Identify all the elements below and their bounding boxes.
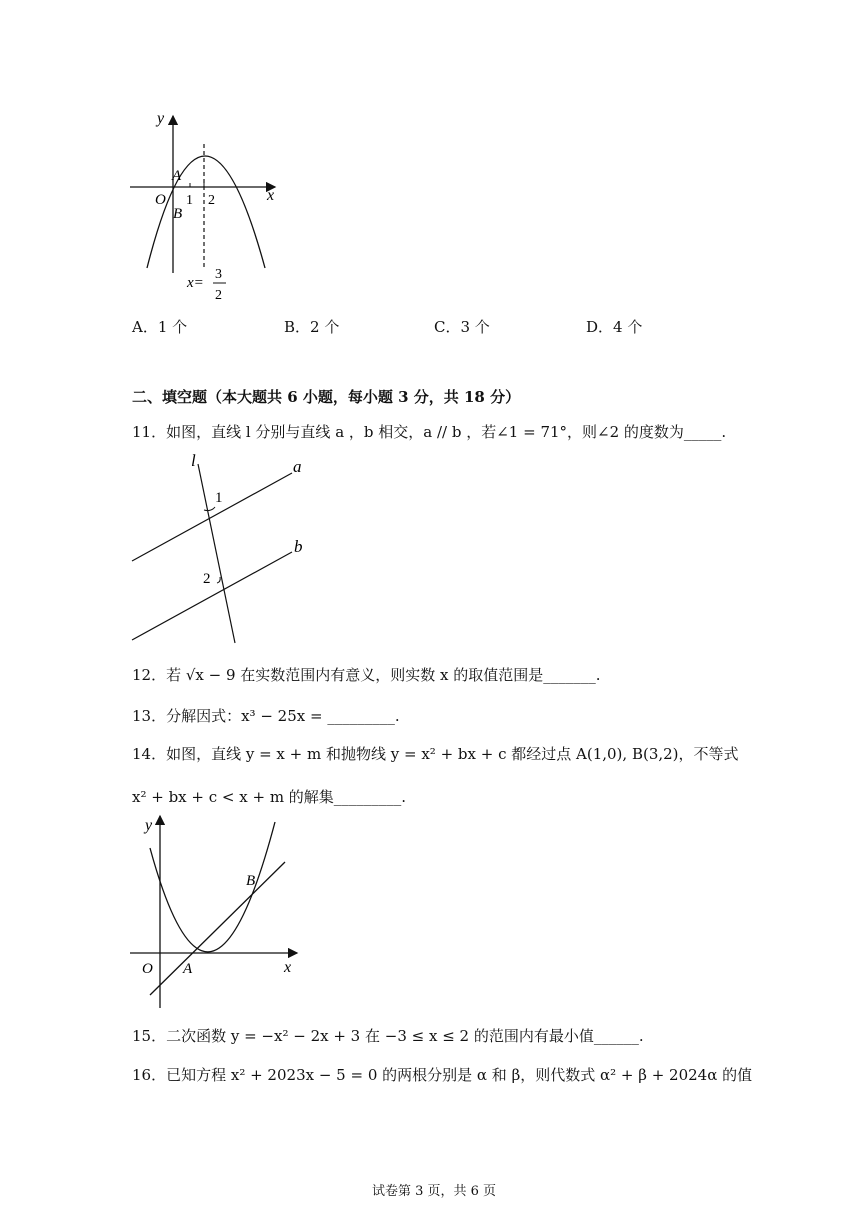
page-footer: 试卷第 3 页，共 6 页 [371,1184,497,1199]
question-15: 15．二次函数 y = −x² − 2x + 3 在 −3 ≤ x ≤ 2 的范围内有最小值______. [132,1027,644,1045]
angle-1-arc [204,507,215,511]
x-label: x [284,959,292,976]
q11-figure [125,450,325,650]
parabola [147,156,265,268]
line-l-label: l [191,451,196,470]
question-16: 16．已知方程 x² + 2023x − 5 = 0 的两根分别是 α 和 β，则代数式 α² + β + 2024α 的值 [132,1066,753,1084]
section-title: 二、填空题（本大题共 6 小题，每小题 3 分，共 18 分） [132,388,521,406]
angle-1-label: 1 [215,490,223,506]
line-a-label: a [293,457,302,476]
choice-a: A．1 个 [132,318,188,336]
tick-2-label: 2 [208,193,215,208]
choice-b: B．2 个 [284,318,340,336]
origin-label: O [142,961,153,977]
angle-2-arc [217,577,220,583]
line-y-x-m [150,862,285,995]
point-a-label: A [183,961,193,977]
point-b-label: B [173,206,183,222]
line-b [132,552,292,640]
question-14-line-2: x² + bx + c < x + m 的解集_________. [132,788,407,806]
line-b-label: b [294,537,303,556]
line-a [132,473,292,561]
point-a-label: A [172,168,182,184]
question-12: 12．若 √x − 9 在实数范围内有意义，则实数 x 的取值范围是_______. [132,666,601,684]
axis-eq-lhs: x= [187,275,204,291]
y-label: y [145,817,153,834]
point-b-label: B [246,873,256,889]
x-label: x [267,187,275,204]
angle-2-label: 2 [203,571,211,587]
axis-eq-num: 3 [215,267,222,282]
choice-d: D．4 个 [586,318,643,336]
question-13: 13．分解因式：x³ − 25x = _________. [132,707,400,725]
axis-eq-den: 2 [215,288,222,303]
choice-c: C．3 个 [434,318,490,336]
question-14-line-1: 14．如图，直线 y = x + m 和抛物线 y = x² + bx + c 都经过点 A(1,0), B(3,2)，不等式 [132,745,739,763]
parabola [150,822,275,952]
q10-figure [125,108,285,308]
y-label: y [157,110,165,127]
question-11: 11．如图，直线 l 分别与直线 a ，b 相交，a // b ，若∠1 = 71°，则∠2 的度数为_____. [132,423,727,441]
tick-1-label: 1 [186,193,193,208]
origin-label: O [155,192,166,208]
q14-figure [125,808,315,1018]
